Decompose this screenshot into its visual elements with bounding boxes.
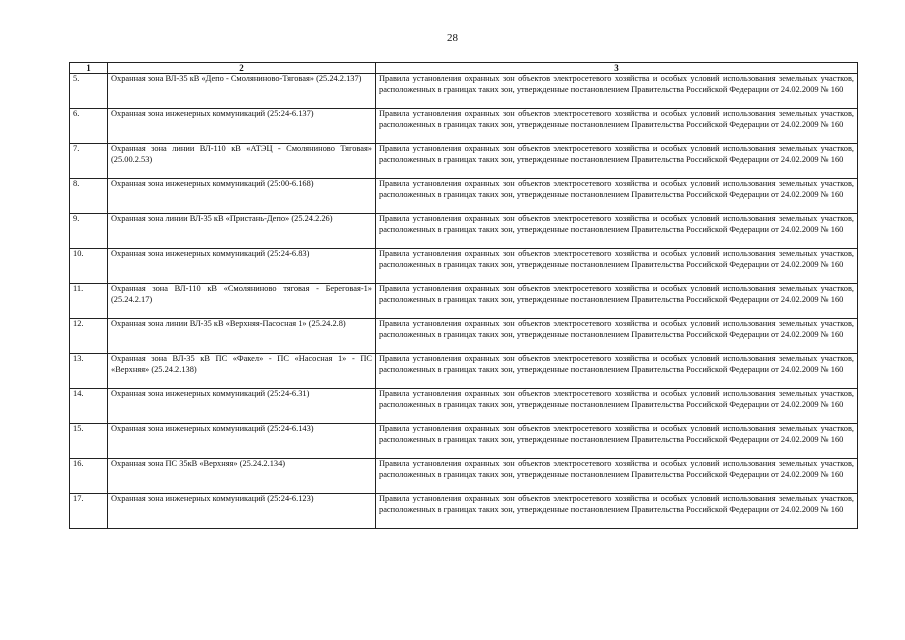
zone-name: Охранная зона инженерных коммуникаций (25:24-6.143): [108, 424, 376, 459]
zone-regulation: Правила установления охранных зон объектов электросетевого хозяйства и особых условий использования земельных участков, расположенных в границах таких зон, утвержденные постановлением Правительства Российской Федерации от 24.02.2009 № 160: [376, 354, 858, 389]
zone-name: Охранная зона инженерных коммуникаций (25:24-6.137): [108, 109, 376, 144]
zone-name: Охранная зона линии ВЛ-35 кВ «Верхняя-Пасосная 1» (25.24.2.8): [108, 319, 376, 354]
row-number: 14.: [70, 389, 108, 424]
zone-regulation: Правила установления охранных зон объектов электросетевого хозяйства и особых условий использования земельных участков, расположенных в границах таких зон, утвержденные постановлением Правительства Российской Федерации от 24.02.2009 № 160: [376, 74, 858, 109]
zone-regulation: Правила установления охранных зон объектов электросетевого хозяйства и особых условий использования земельных участков, расположенных в границах таких зон, утвержденные постановлением Правительства Российской Федерации от 24.02.2009 № 160: [376, 144, 858, 179]
row-number: 8.: [70, 179, 108, 214]
table-row: [70, 389, 858, 424]
row-number: 9.: [70, 214, 108, 249]
zone-regulation: Правила установления охранных зон объектов электросетевого хозяйства и особых условий использования земельных участков, расположенных в границах таких зон, утвержденные постановлением Правительства Российской Федерации от 24.02.2009 № 160: [376, 494, 858, 529]
row-number: 16.: [70, 459, 108, 494]
table-row: [70, 179, 858, 214]
table-row: [70, 424, 858, 459]
table-header-row: [70, 63, 858, 74]
row-number: 11.: [70, 284, 108, 319]
zone-regulation: Правила установления охранных зон объектов электросетевого хозяйства и особых условий использования земельных участков, расположенных в границах таких зон, утвержденные постановлением Правительства Российской Федерации от 24.02.2009 № 160: [376, 459, 858, 494]
zone-name: Охранная зона инженерных коммуникаций (25:24-6.83): [108, 249, 376, 284]
row-number: 12.: [70, 319, 108, 354]
zone-regulation: Правила установления охранных зон объектов электросетевого хозяйства и особых условий использования земельных участков, расположенных в границах таких зон, утвержденные постановлением Правительства Российской Федерации от 24.02.2009 № 160: [376, 284, 858, 319]
table-row: [70, 319, 858, 354]
column-header-1: 1: [70, 63, 108, 74]
zone-regulation: Правила установления охранных зон объектов электросетевого хозяйства и особых условий использования земельных участков, расположенных в границах таких зон, утвержденные постановлением Правительства Российской Федерации от 24.02.2009 № 160: [376, 109, 858, 144]
table-row: [70, 284, 858, 319]
zone-regulation: Правила установления охранных зон объектов электросетевого хозяйства и особых условий использования земельных участков, расположенных в границах таких зон, утвержденные постановлением Правительства Российской Федерации от 24.02.2009 № 160: [376, 319, 858, 354]
table-row: [70, 249, 858, 284]
zones-table: [69, 62, 858, 529]
table-row: [70, 494, 858, 529]
row-number: 6.: [70, 109, 108, 144]
zone-name: Охранная зона ВЛ-35 кВ «Депо - Смоляниново-Тяговая» (25.24.2.137): [108, 74, 376, 109]
table-row: [70, 109, 858, 144]
table-row: [70, 459, 858, 494]
table-row: [70, 354, 858, 389]
zone-name: Охранная зона инженерных коммуникаций (25:00-6.168): [108, 179, 376, 214]
row-number: 15.: [70, 424, 108, 459]
zone-name: Охранная зона ПС 35кВ «Верхняя» (25.24.2.134): [108, 459, 376, 494]
row-number: 5.: [70, 74, 108, 109]
zone-regulation: Правила установления охранных зон объектов электросетевого хозяйства и особых условий использования земельных участков, расположенных в границах таких зон, утвержденные постановлением Правительства Российской Федерации от 24.02.2009 № 160: [376, 389, 858, 424]
zone-regulation: Правила установления охранных зон объектов электросетевого хозяйства и особых условий использования земельных участков, расположенных в границах таких зон, утвержденные постановлением Правительства Российской Федерации от 24.02.2009 № 160: [376, 179, 858, 214]
zone-name: Охранная зона линии ВЛ-110 кВ «АТЭЦ - Смоляниново Тяговая» (25.00.2.53): [108, 144, 376, 179]
row-number: 13.: [70, 354, 108, 389]
zone-name: Охранная зона инженерных коммуникаций (25:24-6.123): [108, 494, 376, 529]
zone-name: Охранная зона ВЛ-35 кВ ПС «Факел» - ПС «Насосная 1» - ПС «Верхняя» (25.24.2.138): [108, 354, 376, 389]
row-number: 7.: [70, 144, 108, 179]
zone-name: Охранная зона инженерных коммуникаций (25:24-6.31): [108, 389, 376, 424]
zone-name: Охранная зона ВЛ-110 кВ «Смоляниново тяговая - Береговая-1» (25.24.2.17): [108, 284, 376, 319]
column-header-3: 3: [376, 63, 858, 74]
table-row: [70, 144, 858, 179]
table-row: [70, 74, 858, 109]
row-number: 17.: [70, 494, 108, 529]
zone-regulation: Правила установления охранных зон объектов электросетевого хозяйства и особых условий использования земельных участков, расположенных в границах таких зон, утвержденные постановлением Правительства Российской Федерации от 24.02.2009 № 160: [376, 214, 858, 249]
table-row: [70, 214, 858, 249]
zone-regulation: Правила установления охранных зон объектов электросетевого хозяйства и особых условий использования земельных участков, расположенных в границах таких зон, утвержденные постановлением Правительства Российской Федерации от 24.02.2009 № 160: [376, 424, 858, 459]
row-number: 10.: [70, 249, 108, 284]
column-header-2: 2: [108, 63, 376, 74]
page-number: 28: [447, 32, 458, 44]
zone-regulation: Правила установления охранных зон объектов электросетевого хозяйства и особых условий использования земельных участков, расположенных в границах таких зон, утвержденные постановлением Правительства Российской Федерации от 24.02.2009 № 160: [376, 249, 858, 284]
zone-name: Охранная зона линии ВЛ-35 кВ «Пристань-Депо» (25.24.2.26): [108, 214, 376, 249]
